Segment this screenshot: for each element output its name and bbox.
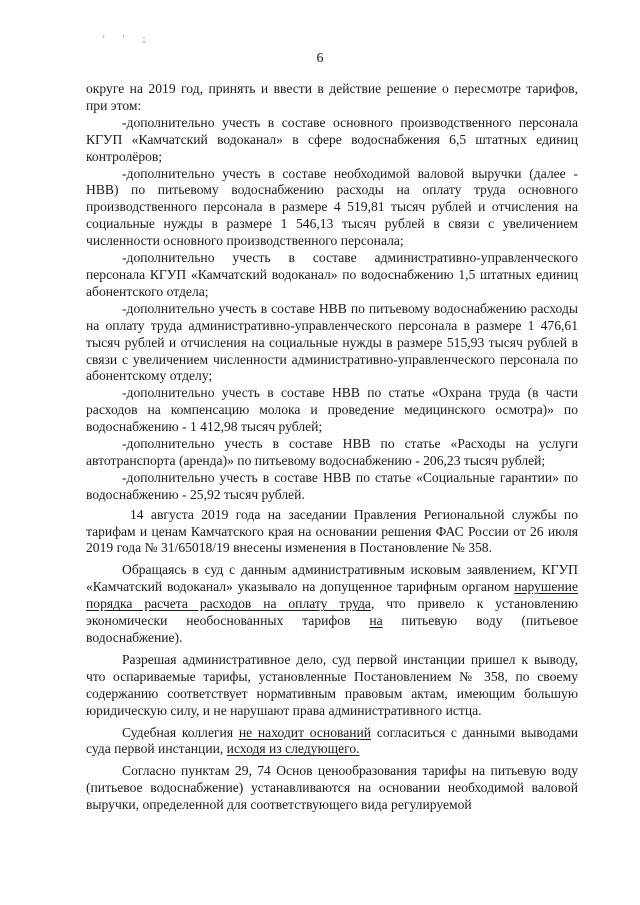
collegium-underlined-phrase: не находит оснований (238, 724, 372, 740)
paragraph-item-nvv-main-staff: -дополнительно учесть в составе необходимой валовой выручки (далее - НВВ) по питьевому водоснабжению расходы на оплату труда основного производственного персонала в размере 4 519,81 тысяч рублей и отчисления на социальные нужды в размере 1 546,13 тысяч рублей в связи с увеличением численности основного производственного персонала; (86, 165, 578, 249)
claim-text-end: питьевую воду (питьевое водоснабжение). (86, 613, 578, 645)
paragraph-item-admin-staff: -дополнительно учесть в составе административно-управленческого персонала КГУП «Камчатский водоканал» по водоснабжению 1,5 штатных единиц абонентского отдела; (86, 250, 578, 299)
paragraph-item-transport: -дополнительно учесть в составе НВВ по статье «Расходы на услуги автотранспорта (аренда)» по питьевому водоснабжению - 206,23 тысяч рублей; (86, 436, 578, 468)
paragraph-pricing-basics: Согласно пунктам 29, 74 Основ ценообразования тарифы на питьевую воду (питьевое водоснабжение) устанавливаются на основании необходимой валовой выручки, определенной для соответствующего вида регулируемой (86, 763, 578, 813)
paragraph-claim (86, 562, 578, 647)
stray-marks: ' ' ; (103, 34, 154, 44)
paragraph-item-social: -дополнительно учесть в составе НВВ по статье «Социальные гарантии» по водоснабжению - 25,92 тысяч рублей. (86, 469, 578, 502)
claim-underlined-phrase: нарушение порядка расчета расходов на оплату труда (86, 579, 578, 612)
paragraph-item-controllers: -дополнительно учесть в составе основного производственного персонала КГУП «Камчатский водоканал» в сфере водоснабжения 6,5 штатных единиц контролёров; (86, 114, 578, 164)
paragraph-item-nvv-admin-staff: -дополнительно учесть в составе НВВ по питьевому водоснабжению расходы на оплату труда административно-управленческого персонала в размере 1 476,61 тысяч рублей и отчисления на социальные нужды в размере 515,93 тысяч рублей в связи с увеличением численности административно-управленческого персонала по абонентскому отделу; (86, 300, 578, 384)
collegium-text-middle: согласиться с данными выводами суда первой инстанции, (86, 724, 578, 757)
document-body (86, 81, 578, 814)
collegium-text-start: Судебная коллегия (122, 724, 239, 740)
claim-text-start: Обращаясь в суд с данным административным исковым заявлением, КГУП «Камчатский водоканал» указывало на допущенное тарифным органом (86, 562, 578, 595)
claim-text-middle: , что привело к установлению экономически необоснованных тарифов (86, 596, 578, 629)
paragraph-first-instance: Разрешая административное дело, суд первой инстанции пришел к выводу, что оспариваемые тарифы, установленные Постановлением № 358, по своему содержанию соответствует нормативным правовым актам, имеющим большую юридическую силу, и не нарушают права административного истца. (86, 651, 578, 718)
claim-underlined-word: на (369, 613, 383, 629)
paragraph-continuation: округе на 2019 год, принять и ввести в действие решение о пересмотре тарифов, при этом: (86, 81, 578, 113)
paragraph-august-decision: 14 августа 2019 года на заседании Правления Региональной службы по тарифам и ценам Камчатского края на основании решения ФАС России от 26 июля 2019 года № 31/65018/19 внесены изменения в Постановление № 358. (86, 506, 578, 556)
paragraph-collegium (86, 725, 578, 759)
page-number: 6 (316, 51, 324, 66)
collegium-underlined-tail: исходя из следующего. (226, 741, 360, 757)
paragraph-item-labor-safety: -дополнительно учесть в составе НВВ по статье «Охрана труда (в части расходов на компенсацию молока и проведение медицинского осмотра)» по водоснабжению - 1 412,98 тысяч рублей; (86, 385, 578, 435)
